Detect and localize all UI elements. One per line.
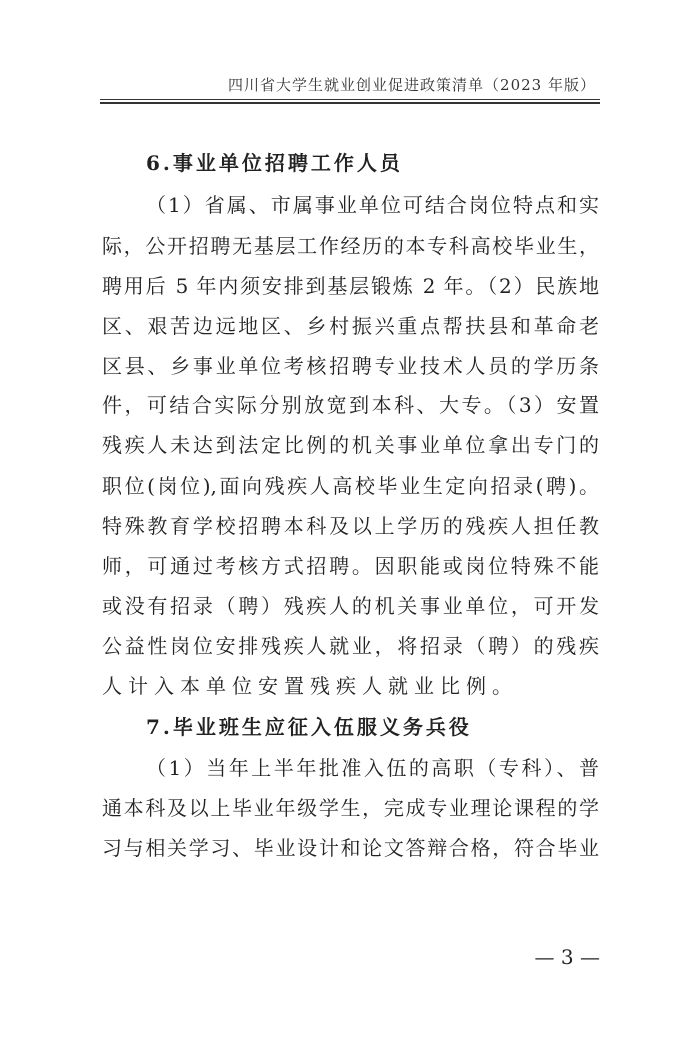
paragraph-line: 聘用后 5 年内须安排到基层锻炼 2 年。（2）民族地	[102, 274, 599, 298]
page-number: — 3 —	[534, 945, 600, 969]
paragraph-line: 或没有招录（聘）残疾人的机关事业单位，可开发	[102, 594, 599, 618]
paragraph-line: 际，公开招聘无基层工作经历的本专科高校毕业生，	[102, 234, 599, 258]
paragraph-line: （1）省属、市属事业单位可结合岗位特点和实	[146, 193, 599, 217]
section-heading: 6.事业单位招聘工作人员	[146, 151, 403, 175]
paragraph-line: 职位(岗位),面向残疾人高校毕业生定向招录(聘)。	[102, 474, 599, 498]
paragraph-line: 残疾人未达到法定比例的机关事业单位拿出专门的	[102, 433, 599, 457]
paragraph-line: （1）当年上半年批准入伍的高职（专科）、普	[146, 756, 599, 780]
paragraph-line: 区、艰苦边远地区、乡村振兴重点帮扶县和革命老	[102, 314, 599, 338]
paragraph-line: 人计入本单位安置残疾人就业比例。	[102, 674, 518, 698]
paragraph-line: 公益性岗位安排残疾人就业，将招录（聘）的残疾	[102, 634, 599, 658]
paragraph-line: 通本科及以上毕业年级学生，完成专业理论课程的学	[102, 796, 599, 820]
paragraph-line: 区县、乡事业单位考核招聘专业技术人员的学历条	[102, 354, 599, 378]
running-header: 四川省大学生就业创业促进政策清单（2023 年版）	[228, 76, 596, 94]
header-rule	[100, 99, 600, 104]
paragraph-line: 习与相关学习、毕业设计和论文答辩合格，符合毕业	[102, 836, 599, 860]
paragraph-line: 特殊教育学校招聘本科及以上学历的残疾人担任教	[102, 514, 599, 538]
section-heading: 7.毕业班生应征入伍服义务兵役	[146, 715, 472, 739]
paragraph-line: 师，可通过考核方式招聘。因职能或岗位特殊不能	[102, 554, 599, 578]
paragraph-line: 件，可结合实际分别放宽到本科、大专。（3）安置	[102, 393, 599, 417]
